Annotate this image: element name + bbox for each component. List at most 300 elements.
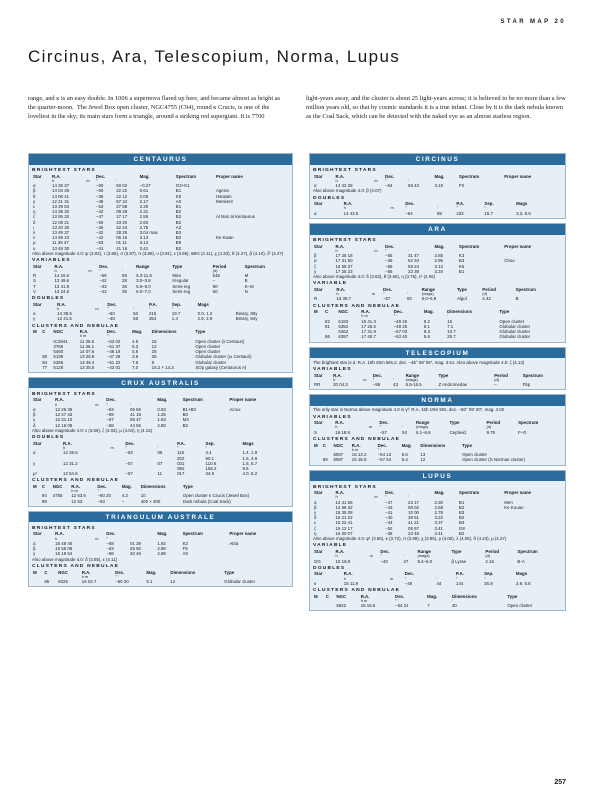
table-cell: γ	[314, 268, 317, 274]
column-header: Dec.	[377, 442, 387, 448]
column-header: Dimensions	[170, 569, 196, 575]
table-cell: λ	[33, 229, 36, 235]
column-header: R.A.	[360, 593, 370, 599]
column-header: Mag.	[434, 490, 445, 496]
constellation-box	[309, 470, 566, 612]
table-cell: °	[106, 401, 108, 407]
intro-text	[28, 94, 566, 122]
table-cell: G2+K1	[175, 183, 190, 189]
table-cell: δ	[33, 219, 36, 225]
table-cell: −40	[385, 515, 393, 521]
table-cell: ′	[116, 177, 117, 183]
table-cell: B2	[458, 530, 465, 536]
table-cell: 2.9, 2.9	[197, 316, 213, 322]
column-header: P.A.	[177, 440, 186, 446]
column-header: Star	[314, 571, 323, 577]
column-header: M	[314, 442, 318, 448]
table-cell: 215	[148, 311, 157, 317]
table-cell	[362, 382, 372, 387]
column-header: Type	[499, 309, 510, 315]
box-body	[310, 406, 565, 465]
column-header: R.A.	[81, 569, 91, 575]
table-cell: −57	[106, 417, 114, 423]
table-row	[313, 430, 562, 435]
column-header: R.A.	[335, 490, 345, 496]
table-cell: 14 07.6	[79, 349, 95, 355]
table-cell	[313, 334, 324, 339]
column-header: Range	[417, 548, 431, 554]
table-cell: 1.92	[157, 541, 166, 546]
table-cell: 17 17	[116, 214, 128, 220]
table-cell	[389, 581, 404, 586]
table-cell: 18.2 × 14.3	[151, 364, 174, 370]
table-cell: Menkent	[215, 198, 233, 204]
table-cell: 22 22	[116, 188, 128, 194]
table-cell: 15	[447, 318, 453, 324]
table-cell: β Lyrae	[451, 558, 467, 564]
table-cell: Algol	[456, 296, 467, 302]
table-cell: −53 40	[393, 334, 408, 340]
table-cell: −64	[405, 210, 413, 216]
data-table	[313, 594, 562, 609]
magnitude-note: Also above magnitude 4.0: φ¹ (3.56), κ (3.72), π (3.89), χ (3.95), ρ (4.05), λ (4.05), θ (4.23), μ (4.27)	[313, 536, 507, 542]
table-cell: 16 58 37	[335, 263, 353, 269]
column-header: Period	[485, 548, 500, 554]
table-cell: 4.0, 5.2	[242, 471, 258, 477]
table-cell: ′	[133, 305, 134, 311]
table-cell: 16 13.2	[351, 452, 367, 458]
table-cell: −60 20	[97, 493, 111, 499]
column-header: Range	[405, 372, 420, 378]
table-cell: 15 35 08	[335, 510, 353, 516]
column-header: Star	[314, 420, 323, 426]
column-header: Proper name	[504, 490, 532, 496]
table-cell: Open cluster	[499, 318, 525, 324]
table-cell: ′	[408, 177, 409, 183]
table-cell: ι	[33, 224, 34, 230]
table-cell: 36	[151, 354, 157, 360]
column-header: C	[325, 593, 329, 599]
column-header: Dec.	[395, 593, 405, 599]
table-cell: 05 57	[408, 525, 419, 531]
table-cell: G8	[458, 525, 465, 531]
column-header: Proper name	[215, 173, 243, 179]
table-cell: Haratan	[215, 193, 232, 199]
table-cell: α	[33, 183, 36, 189]
table-cell: °	[99, 267, 101, 273]
table-cell: 08 02	[408, 504, 419, 510]
column-header: Spectrum	[458, 173, 480, 179]
table-cell: Open cluster (S Normae cluster)	[462, 457, 526, 463]
table-cell: B1	[175, 188, 182, 194]
table-cell: h	[343, 575, 346, 581]
table-cell: 15 11.9	[343, 580, 359, 586]
table-cell: ′	[402, 424, 403, 430]
table-cell: 38 51	[408, 515, 419, 521]
table-cell: −48	[404, 580, 413, 586]
constellation-box	[28, 377, 293, 507]
section-heading: DOUBLES	[313, 565, 346, 571]
table-cell: ε	[33, 203, 35, 209]
table-cell: ′	[122, 267, 123, 273]
table-cell: 5.2	[423, 318, 430, 324]
table-cell: Mira	[172, 273, 181, 279]
table-row	[313, 296, 562, 301]
table-cell: −60	[107, 311, 115, 317]
table-cell: Globular cluster	[195, 359, 227, 365]
table-cell: 26.8	[484, 580, 493, 586]
table-cell: Ke Kouan	[504, 504, 524, 510]
table-cell: 4.5	[132, 338, 139, 344]
table-cell: 353	[148, 316, 157, 322]
table-cell: 1.5, 4.9	[242, 455, 258, 461]
table-cell: 05 56	[130, 407, 141, 413]
constellation-box	[309, 347, 566, 391]
column-header: NGC	[58, 569, 68, 575]
table-cell: 17 31 50	[335, 258, 353, 264]
table-cell: 202	[177, 455, 185, 461]
table-row	[32, 471, 289, 476]
table-cell: 6067	[333, 452, 344, 458]
table-row	[313, 382, 562, 387]
table-cell: −63	[97, 498, 105, 504]
section-heading: DOUBLES	[313, 195, 346, 201]
column-header: NGC	[52, 483, 63, 489]
column-header: Type	[438, 372, 449, 378]
table-cell: −47	[95, 214, 104, 220]
table-cell: −42	[95, 209, 104, 215]
data-table	[313, 287, 562, 302]
column-header: C	[325, 309, 329, 315]
table-cell: 50	[133, 311, 139, 317]
section-heading: BRIGHTEST STARS	[32, 391, 96, 397]
table-cell: ′	[403, 553, 405, 559]
table-cell: 5.4–6.0	[417, 558, 433, 564]
column-header: Mag.	[423, 309, 434, 315]
column-header: Type	[451, 548, 462, 554]
table-cell: B1+B3	[182, 407, 196, 413]
table-cell: h	[333, 376, 336, 382]
table-cell: 4755	[52, 493, 63, 499]
column-header: Mag.	[157, 397, 168, 403]
table-cell: 3.41	[139, 245, 149, 251]
table-cell: B3	[458, 510, 465, 516]
column-header: Spectrum	[175, 173, 197, 179]
table-cell	[32, 365, 41, 370]
constellation-title: NORMA	[310, 395, 565, 406]
table-cell: 14 35 30	[52, 209, 70, 215]
column-header: R.A.	[343, 201, 353, 207]
column-header: Star	[33, 263, 42, 269]
column-header: Star	[33, 173, 42, 179]
table-cell: 0.0, 1.2	[197, 311, 213, 317]
table-cell: 5128	[53, 364, 64, 370]
table-cell: −33	[99, 283, 107, 289]
table-cell: Open cluster	[195, 343, 221, 349]
table-cell: 52 34	[408, 258, 419, 264]
table-cell: B3	[458, 520, 465, 526]
table-cell: B1	[175, 203, 182, 209]
table-cell: 2.31	[139, 209, 149, 215]
table-cell: −47 29	[106, 354, 121, 360]
table-cell: 3.22	[434, 515, 443, 521]
table-cell: 20 04.3	[333, 382, 348, 388]
table-cell: −42	[95, 229, 104, 235]
column-header: Spectrum	[182, 397, 203, 403]
table-cell: Irregular	[172, 278, 189, 284]
table-cell: R	[314, 296, 318, 302]
table-cell: 12 26 36	[55, 407, 73, 413]
table-cell: 7.6	[132, 359, 139, 365]
column-header: Dec.	[106, 531, 116, 537]
table-cell: Choo	[504, 258, 515, 264]
table-cell: −55	[372, 382, 381, 388]
table-cell: 13 39 53	[52, 203, 70, 209]
table-cell: 2.78	[434, 510, 443, 516]
table-cell: −60	[95, 188, 104, 194]
table-cell: β	[33, 188, 36, 194]
table-cell: −63	[125, 450, 133, 456]
column-header: R.A.	[57, 301, 66, 307]
table-cell: B2	[175, 235, 182, 241]
table-cell: −54 13	[377, 452, 392, 458]
table-cell: 17 25.5	[361, 323, 376, 329]
table-cell: ° ′	[115, 573, 119, 579]
column-header: R.A.	[54, 263, 64, 269]
table-cell: ′	[170, 573, 172, 579]
table-cell: 5.6	[423, 334, 430, 340]
table-cell: m	[86, 177, 90, 183]
table-cell: 57 34	[116, 198, 128, 204]
table-cell: F0	[458, 183, 465, 189]
table-cell: B	[515, 296, 519, 302]
table-cell: m	[95, 535, 99, 541]
table-cell: 115	[177, 450, 185, 456]
table-cell: −55	[385, 253, 393, 259]
table-cell: 9.5	[242, 465, 249, 471]
table-cell: −57	[379, 429, 387, 435]
table-cell: h m	[81, 573, 89, 579]
column-header: Mags	[242, 440, 254, 446]
constellation-title: CIRCINUS	[310, 154, 565, 165]
column-header: Mag.	[139, 173, 150, 179]
table-cell	[369, 559, 380, 564]
table-cell: 12 47 43	[55, 412, 73, 418]
table-cell: B3	[458, 258, 465, 264]
table-cell: 15	[151, 338, 157, 344]
table-cell: ζ	[314, 525, 316, 531]
table-cell: Acrux	[229, 407, 241, 413]
table-cell: 82	[325, 318, 330, 324]
table-cell: −48	[107, 316, 115, 322]
column-header: Proper name	[229, 397, 257, 403]
table-cell: 5460	[53, 349, 64, 355]
section-heading: BRIGHTEST STARS	[313, 168, 377, 173]
column-header: P.A.	[148, 301, 157, 307]
table-cell: h	[54, 267, 57, 273]
data-table	[313, 244, 562, 274]
table-cell: 4.42	[482, 296, 491, 302]
table-cell: 3766	[53, 343, 64, 349]
table-cell: 3.04 max	[139, 229, 158, 235]
column-header: Range	[415, 420, 430, 426]
table-row	[32, 316, 289, 321]
table-row	[32, 499, 289, 504]
table-cell: γ	[33, 460, 36, 466]
table-cell: 12	[170, 579, 176, 585]
table-cell: −36	[95, 193, 104, 199]
column-header: Dec.	[382, 286, 393, 292]
table-cell: RR	[314, 382, 321, 388]
table-cell: −56	[385, 268, 393, 274]
section-heading: CLUSTERS AND NEBULAE	[313, 303, 401, 309]
table-cell: Cepheid	[449, 429, 466, 435]
table-cell: 23 48	[408, 530, 419, 536]
table-cell: (mags)	[417, 553, 430, 559]
table-cell: SOp galaxy (Centaurus A)	[195, 364, 247, 370]
table-cell: 16 39.7	[336, 296, 352, 302]
table-cell: Globular cluster	[499, 329, 531, 335]
table-cell: 16 18.9	[351, 457, 367, 463]
table-cell: h	[336, 291, 339, 297]
table-row	[313, 211, 562, 216]
column-header: R.A.	[63, 440, 72, 446]
table-cell: B1	[458, 499, 465, 505]
table-cell: B3	[175, 229, 182, 235]
table-cell: m	[95, 305, 99, 311]
table-cell	[313, 457, 322, 462]
section-heading: DOUBLES	[32, 435, 65, 441]
table-cell: (d)	[482, 291, 488, 297]
table-cell: –	[212, 278, 216, 284]
constellation-title: ARA	[310, 224, 565, 235]
column-header: Dec.	[106, 397, 116, 403]
table-row	[313, 334, 562, 339]
table-cell: 84	[42, 359, 48, 365]
table-cell: −51 22	[106, 359, 121, 365]
table-cell: 5.3‑11.8	[136, 273, 152, 279]
column-header: Mag.	[427, 593, 438, 599]
table-cell: 06 15	[116, 235, 128, 241]
table-cell: 12 21 31	[52, 198, 70, 204]
table-cell: 12 15 09	[55, 422, 73, 428]
column-header: R.A.	[336, 286, 346, 292]
table-cell: ° ′	[106, 333, 111, 339]
table-cell: −63	[95, 240, 104, 246]
data-table	[32, 264, 289, 294]
table-cell: −43	[99, 288, 107, 294]
table-cell: (d)	[486, 424, 492, 430]
column-header: Dec.	[372, 372, 383, 378]
table-cell: 5.4	[401, 457, 408, 463]
column-header: NGC	[336, 593, 347, 599]
star-note: The only star in Norma above magnitude 4.0 is γ²: R.A. 16h 19m 50s, dec. −50° 09′ 20″, mag. 4.02	[313, 407, 505, 413]
table-cell: ε	[314, 520, 316, 526]
constellation-title: CRUX AUSTRALIS	[29, 378, 292, 389]
table-cell: 28 25	[116, 229, 128, 235]
column-header: M	[33, 569, 37, 575]
column-header: Period	[486, 420, 501, 426]
table-cell: δ	[33, 422, 36, 428]
column-header: Mag.	[121, 483, 132, 489]
table-cell: 1.4	[171, 316, 178, 322]
table-row	[32, 579, 289, 584]
table-cell: °	[177, 444, 179, 450]
table-cell: N	[244, 288, 248, 294]
column-header: Type	[224, 569, 235, 575]
table-cell: 16 00 07	[335, 530, 353, 536]
table-cell: 44	[436, 580, 442, 586]
table-cell: F5	[182, 546, 188, 552]
table-cell: 400 × 300	[140, 498, 161, 504]
table-cell: 110.6	[205, 460, 217, 466]
table-cell: 06	[157, 450, 163, 456]
intro-paragraph-2: light-years away, and the cluster is about 25 light-years across; it is believed to be no more than a few million years old, so that by cosmic standards it is a true infant. Close by it is the dark nebula known as the Coal Sack, which can be detected with the naked eye as an almost starless region.	[306, 95, 566, 121]
table-cell: 5.5–9.0	[136, 283, 151, 289]
table-cell: 11	[157, 471, 163, 477]
column-header: Period	[482, 286, 496, 292]
box-body	[29, 165, 292, 372]
table-cell	[109, 471, 124, 476]
column-header: Period	[494, 372, 508, 378]
table-cell: 3.19	[434, 183, 443, 189]
table-cell: α	[33, 311, 36, 317]
table-cell: 5822	[336, 603, 347, 609]
table-cell: −60 30	[115, 579, 129, 585]
table-cell: 3.41	[434, 525, 443, 531]
table-cell: K5	[458, 263, 465, 269]
column-header: Type	[172, 263, 183, 269]
table-cell: 15 18 54	[55, 551, 73, 557]
table-cell: 3.13	[434, 263, 443, 269]
column-header: Period	[212, 263, 227, 269]
table-row	[313, 457, 562, 462]
table-cell: 11 35 47	[52, 240, 69, 246]
table-cell: ′	[436, 205, 438, 211]
table-cell: 8.1	[423, 323, 430, 329]
table-cell	[325, 603, 336, 608]
table-cell: Globular cluster	[499, 323, 531, 329]
table-cell	[94, 316, 106, 321]
data-table	[313, 490, 562, 536]
table-row	[313, 603, 562, 608]
table-cell: 13 41.8	[54, 283, 70, 289]
table-cell: 23 17	[408, 499, 419, 505]
table-cell: 12 31.2	[63, 460, 78, 466]
section-heading: VARIABLES	[313, 367, 352, 372]
table-cell: −40	[380, 558, 388, 564]
table-cell: −43	[385, 504, 393, 510]
table-cell: 2.60	[139, 219, 149, 225]
table-cell: γ	[33, 198, 36, 204]
table-cell: Binary, 80y	[235, 311, 258, 317]
table-cell: ′	[130, 401, 131, 407]
table-cell: 36	[122, 283, 127, 289]
table-cell: 41 16	[116, 245, 128, 251]
table-cell: 3.37	[434, 520, 443, 526]
column-header: Range	[136, 263, 150, 269]
constellation-box	[309, 153, 566, 219]
table-cell: 14 42 28	[335, 183, 353, 189]
table-cell: 40	[451, 603, 457, 609]
table-cell: h	[335, 553, 338, 559]
table-cell: 2.30	[434, 499, 443, 505]
column-header: Dec.	[385, 243, 395, 249]
table-cell: 40 46	[130, 551, 141, 557]
column-header: Dec.	[97, 483, 107, 489]
column-header: Proper name	[504, 173, 532, 179]
table-cell: 15.7	[484, 210, 493, 216]
